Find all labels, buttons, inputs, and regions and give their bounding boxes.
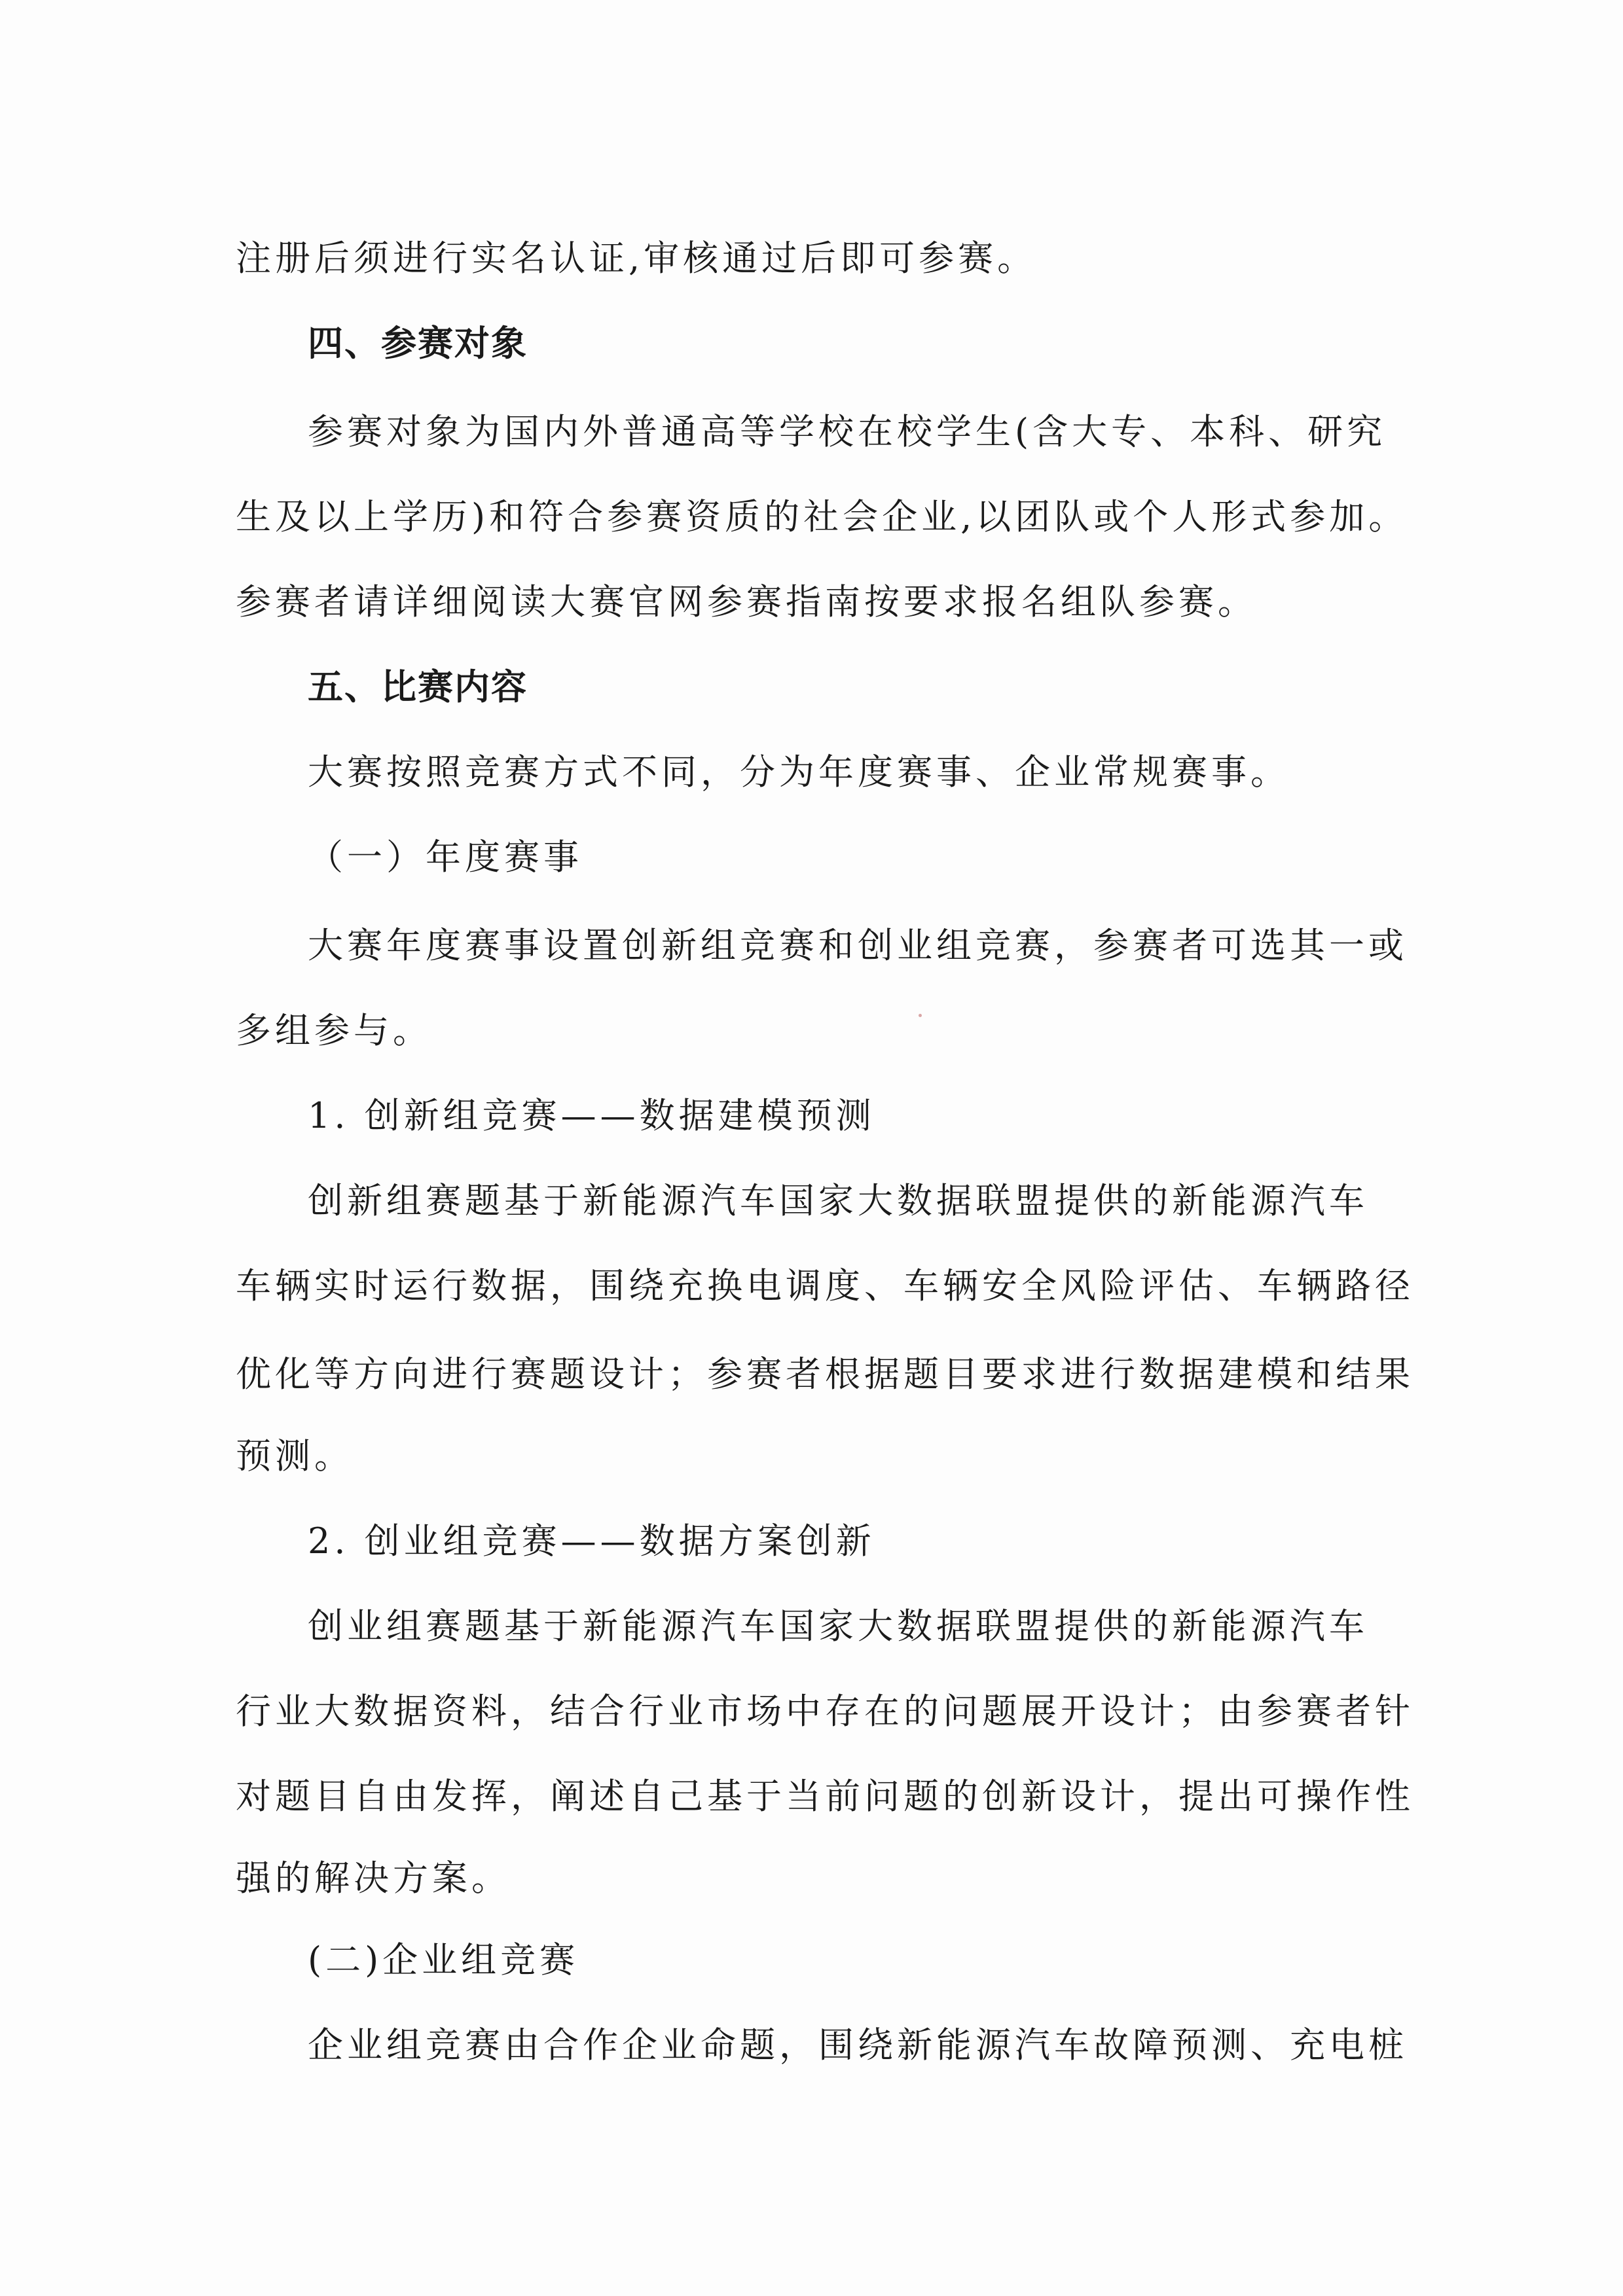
- subsection-heading: (二)企业组竞赛: [308, 1939, 579, 1981]
- scan-speck: [919, 1014, 922, 1017]
- text-line: 企业组竞赛由合作企业命题，围绕新能源汽车故障预测、充电桩: [308, 2024, 1408, 2066]
- text-line: 大赛年度赛事设置创新组竞赛和创业组竞赛，参赛者可选其一或: [308, 925, 1408, 966]
- text-line: 强的解决方案。: [236, 1857, 511, 1899]
- text-line: 大赛按照竞赛方式不同，分为年度赛事、企业常规赛事。: [308, 751, 1290, 793]
- text-line: 车辆实时运行数据，围绕充换电调度、车辆安全风险评估、车辆路径: [236, 1265, 1414, 1306]
- text-line: 对题目自由发挥，阐述自己基于当前问题的创新设计，提出可操作性: [236, 1776, 1414, 1817]
- subsection-heading: 2. 创业组竞赛——数据方案创新: [308, 1520, 875, 1562]
- section-heading: 四、参赛对象: [308, 323, 528, 364]
- subsection-heading: 1. 创新组竞赛——数据建模预测: [308, 1095, 875, 1136]
- text-line: 生及以上学历)和符合参赛资质的社会企业,以团队或个人形式参加。: [236, 496, 1408, 537]
- text-line: 注册后须进行实名认证,审核通过后即可参赛。: [236, 238, 1037, 279]
- text-line: 参赛对象为国内外普通高等学校在校学生(含大专、本科、研究: [308, 411, 1387, 452]
- text-line: 创新组赛题基于新能源汽车国家大数据联盟提供的新能源汽车: [308, 1180, 1368, 1221]
- text-line: 参赛者请详细阅读大赛官网参赛指南按要求报名组队参赛。: [236, 581, 1257, 622]
- text-line: 预测。: [236, 1435, 354, 1477]
- text-line: 多组参与。: [236, 1010, 432, 1051]
- text-line: 行业大数据资料，结合行业市场中存在的问题展开设计；由参赛者针: [236, 1691, 1414, 1732]
- subsection-heading: （一）年度赛事: [308, 836, 583, 878]
- text-line: 优化等方向进行赛题设计；参赛者根据题目要求进行数据建模和结果: [236, 1354, 1414, 1395]
- text-line: 创业组赛题基于新能源汽车国家大数据联盟提供的新能源汽车: [308, 1605, 1368, 1647]
- section-heading: 五、比赛内容: [308, 666, 528, 708]
